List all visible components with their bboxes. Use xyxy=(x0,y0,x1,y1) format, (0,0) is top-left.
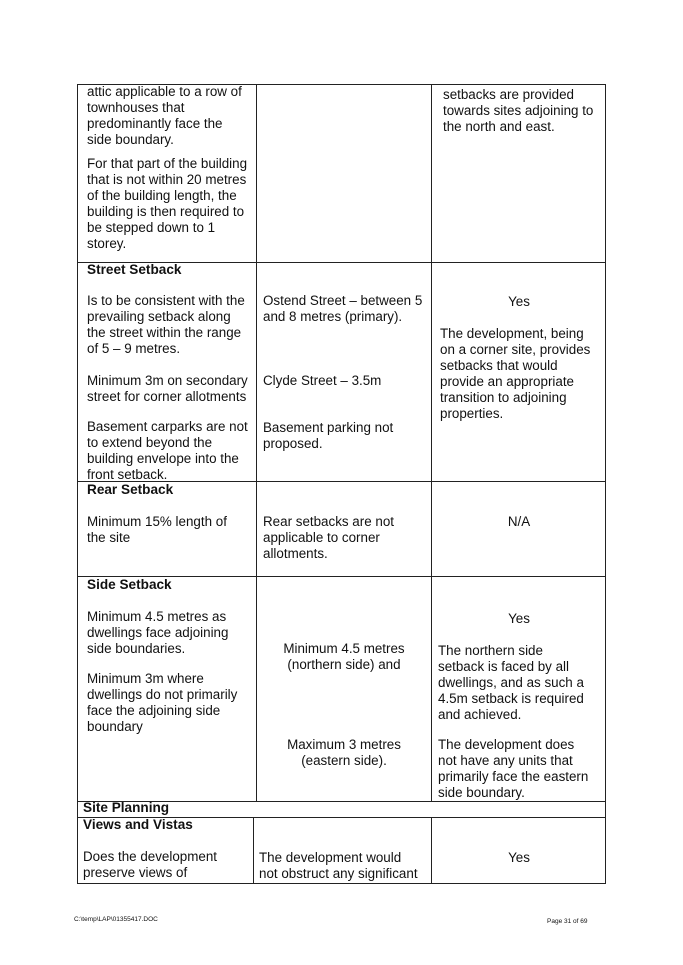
attic-col1-para2: For that part of the building that is not within 20 metres of the building length, the building is then required to be stepped down to 1 storey. xyxy=(87,156,248,251)
side-c1-a: Minimum 4.5 metres as dwellings face adjoining side boundaries. xyxy=(87,609,229,656)
street-c1-a: Is to be consistent with the prevailing setback along the street within the range of 5 – 9 metres. xyxy=(87,293,245,356)
side-c3-a: The northern side setback is faced by all dwellings, and as such a 4.5m setback is required and achieved. xyxy=(438,643,584,722)
rear-c1: Minimum 15% length of the site xyxy=(87,514,227,545)
attic-col3: setbacks are provided towards sites adjoining to the north and east. xyxy=(443,87,594,134)
col-divider-1b xyxy=(253,818,254,884)
table-border-left xyxy=(77,84,78,884)
street-c1-b: Minimum 3m on secondary street for corner allotments xyxy=(87,373,248,404)
site-planning-heading: Site Planning xyxy=(83,800,170,815)
side-setback-heading: Side Setback xyxy=(87,577,172,592)
street-c3-yes: Yes xyxy=(508,294,530,309)
footer-file-path: C:\temp\LAP\01355417.DOC xyxy=(74,916,158,923)
col-divider-1 xyxy=(256,84,257,802)
rear-setback-heading: Rear Setback xyxy=(87,482,174,497)
views-c3: Yes xyxy=(508,850,530,865)
rear-c2: Rear setbacks are not applicable to corner allotments. xyxy=(263,514,394,561)
street-c2-b: Clyde Street – 3.5m xyxy=(263,373,382,388)
attic-col1-para1: attic applicable to a row of townhouses that predominantly face the side boundary. xyxy=(87,84,242,147)
rear-c3: N/A xyxy=(507,514,531,529)
side-c2-b: Maximum 3 metres (eastern side). xyxy=(287,737,401,768)
side-c1-b: Minimum 3m where dwellings do not primarily face the adjoining side boundary xyxy=(87,671,238,734)
views-heading: Views and Vistas xyxy=(83,817,193,832)
street-c1-c: Basement carparks are not to extend beyond the building envelope into the front setback. xyxy=(87,419,248,482)
views-c2: The development would not obstruct any significant xyxy=(259,850,418,881)
street-c3-text: The development, being on a corner site, provides setbacks that would provide an appropriate transition to adjoining properties. xyxy=(440,326,591,421)
footer-page-number: Page 31 of 69 xyxy=(547,918,588,925)
street-c2-a: Ostend Street – between 5 and 8 metres (primary). xyxy=(263,293,423,324)
street-setback-heading: Street Setback xyxy=(87,262,182,277)
views-c1: Does the development preserve views of xyxy=(83,849,217,880)
street-c2-c: Basement parking not proposed. xyxy=(263,420,394,451)
side-c3-yes: Yes xyxy=(508,611,530,626)
table-border-right xyxy=(605,84,606,884)
side-c3-b: The development does not have any units that primarily face the eastern side boundary. xyxy=(438,737,589,800)
col-divider-2 xyxy=(431,84,432,802)
side-c2-a: Minimum 4.5 metres (northern side) and xyxy=(283,641,405,672)
table-border-bottom xyxy=(77,883,606,884)
